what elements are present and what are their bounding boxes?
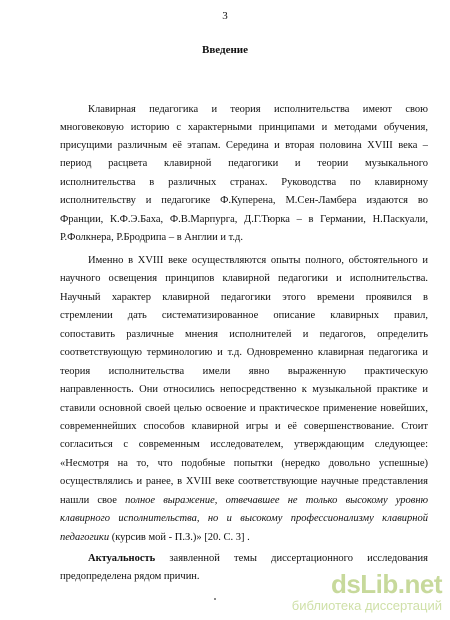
text-line — [60, 419, 428, 434]
text-line — [60, 138, 428, 153]
text-line — [60, 120, 428, 135]
text-line — [60, 290, 428, 305]
line-text: (курсив мой - П.З.)» [20. С. 3] . — [109, 532, 250, 543]
italic-text: клавирного исполнительства, но и высокому профессионализму клавирной — [60, 513, 428, 524]
text-line — [60, 493, 428, 508]
page-mark — [214, 598, 216, 600]
line-text: присущими различным её этапам. Середина и вторая половина XVIII века – — [60, 140, 428, 151]
page-title: Введение — [201, 44, 249, 56]
line-text: заявленной темы диссертационного исследования — [155, 553, 428, 564]
italic-text: педагогики — [60, 532, 110, 543]
line-text: Франции, К.Ф.Э.Баха, Ф.В.Марпурга, Д.Г.Тюрка – в Германии, Н.Паскуали, — [60, 214, 428, 225]
text-line — [60, 511, 428, 526]
line-text: соответствующую терминологию и т.д. Одновременно клавирная педагогика и — [60, 347, 428, 358]
line-text: предопределена рядом причин. — [60, 571, 200, 582]
line-text: «Несмотря на то, что подобные попытки (нередко довольно успешные) — [60, 458, 428, 469]
line-text: многовековую историю с характерными принципами и методами обучения, — [60, 122, 428, 133]
line-text: направленность. Они относились непосредственно к музыкальной практике и — [60, 384, 428, 395]
text-line — [60, 327, 428, 342]
line-text: сопоставить различные мнения исполнителей и педагогов, определить — [60, 329, 428, 340]
text-line — [60, 437, 428, 452]
text-line — [60, 474, 428, 489]
line-text: нашли свое — [60, 495, 126, 506]
line-text: теория исполнительства имели явно выраженную практическую — [60, 366, 428, 377]
italic-text: полное выражение, отвечавшее не только высокому уровню — [125, 495, 428, 506]
line-text: Клавирная педагогика и теория исполнительства имеют свою — [88, 104, 428, 115]
watermark-logo: dsLib.net — [330, 569, 442, 599]
text-line — [60, 345, 428, 360]
bold-term: Актуальность — [88, 553, 156, 564]
line-text: период расцвета клавирной педагогики и теории музыкального — [60, 158, 428, 169]
text-line — [60, 230, 428, 245]
line-text: исполнительства в различных странах. Руководства по клавирному — [60, 177, 428, 188]
text-line — [60, 530, 428, 545]
text-line — [60, 308, 428, 323]
text-line — [60, 212, 428, 227]
text-line — [60, 364, 428, 379]
text-line — [60, 382, 428, 397]
line-text: Именно в XVIII веке осуществляются опыты полного, обстоятельного и — [88, 255, 428, 266]
watermark-subtitle: библиотека диссертаций — [291, 598, 442, 613]
line-text: Научный характер клавирной педагогики этого времени проявился в — [60, 292, 428, 303]
line-text: Р.Фолкнера, Р.Бродрипа – в Англии и т.д. — [60, 232, 244, 243]
line-text: ставили основной своей целью освоение и практическое применение новейших, — [60, 403, 428, 414]
text-line — [60, 401, 428, 416]
line-text: исполнительству и педагогике Ф.Куперена, М.Сен-Ламбера издаются во — [60, 195, 428, 206]
text-line — [60, 193, 428, 208]
line-text: современнейших способов клавирной игры и её совершенствование. Стоит — [60, 421, 428, 432]
line-text: стремлении дать систематизированное описание клавирных правил, — [60, 310, 428, 321]
text-line — [60, 175, 428, 190]
page-number: 3 — [222, 10, 228, 22]
text-line — [88, 102, 428, 117]
text-line — [88, 253, 428, 268]
text-line — [60, 271, 428, 286]
line-text: согласиться с современным исследователем, утверждающим следующее: — [60, 439, 428, 450]
text-line — [60, 156, 428, 171]
text-line — [88, 551, 428, 566]
line-text: научного освещения принципов клавирной педагогики и исполнительства. — [60, 273, 428, 284]
watermark — [292, 571, 442, 612]
text-line — [60, 456, 428, 471]
line-text: осуществлялись и ранее, в XVIII веке соответствующие научные представления — [60, 476, 428, 487]
